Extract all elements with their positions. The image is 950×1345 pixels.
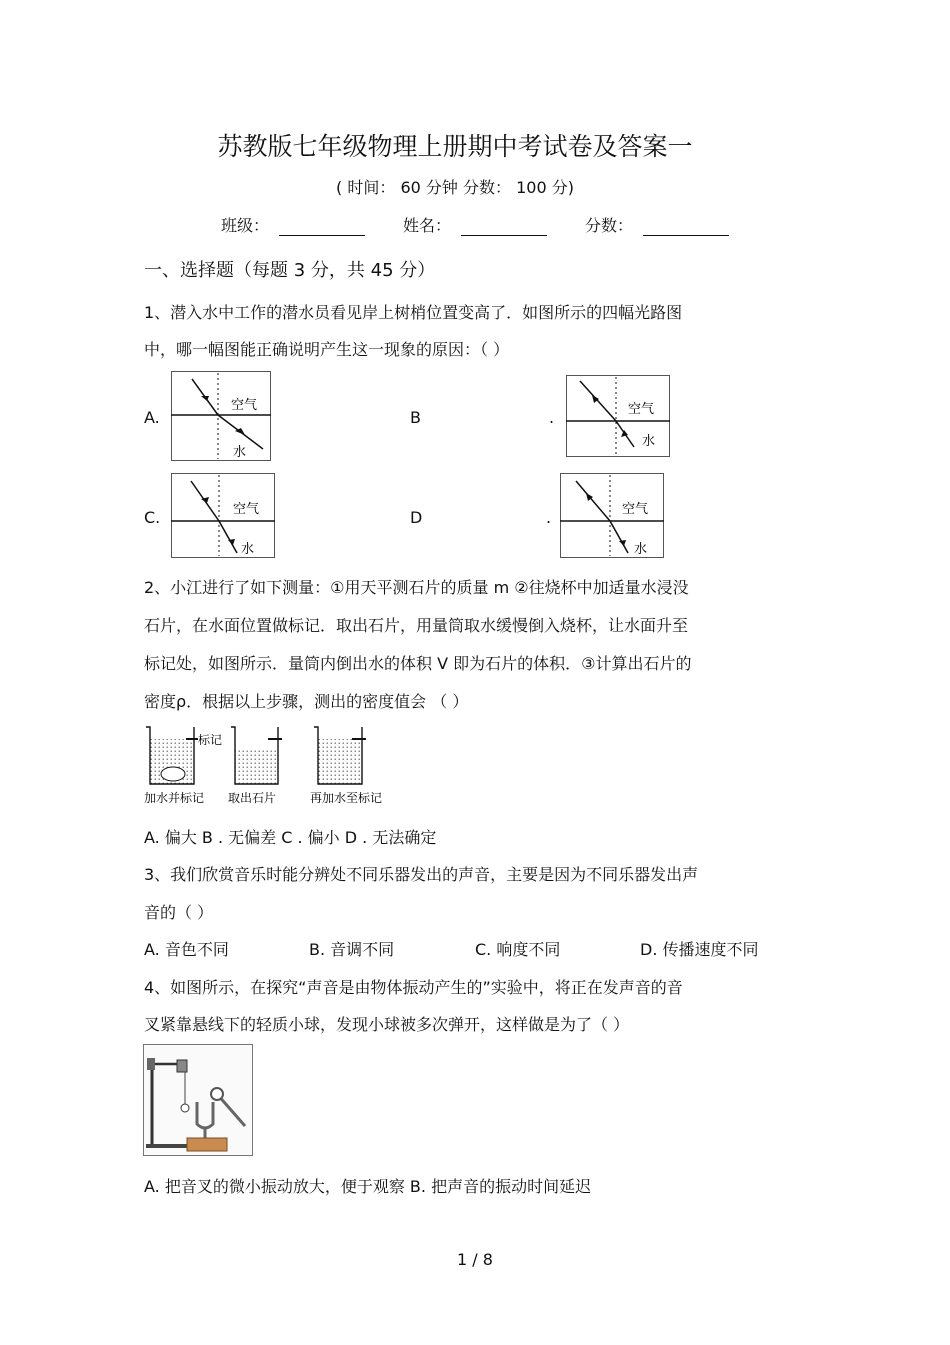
q2-line1: 2、小江进行了如下测量：①用天平测石片的质量 m ②往烧杯中加适量水浸没 [144, 578, 689, 597]
class-field [221, 213, 365, 236]
air-label-c: 空气 [233, 502, 260, 517]
page-number: 1 / 8 [457, 1250, 493, 1269]
q3-option-b: B. 音调不同 [309, 940, 395, 959]
q1-option-b-label: B [410, 408, 421, 427]
beaker-1-caption: 加水并标记 [144, 791, 205, 805]
ray-diagram-b [566, 375, 670, 457]
mark-label: 标记 [198, 733, 223, 747]
q1-option-a-label: A. [144, 408, 160, 427]
q3-line2: 音的（ ） [144, 903, 214, 922]
q3-option-a: A. 音色不同 [144, 940, 229, 959]
beaker-1 [144, 727, 222, 805]
q4-line1: 4、如图所示，在探究“声音是由物体振动产生的”实验中，将正在发声音的音 [144, 978, 683, 997]
score-blank [643, 217, 729, 236]
tuning-fork-figure [143, 1044, 253, 1156]
q1-option-d-label: D [410, 508, 423, 527]
class-label: 班级： [221, 216, 270, 235]
score-label: 分数： [585, 216, 634, 235]
beaker-figure [142, 722, 392, 806]
q4-line2: 叉紧靠悬线下的轻质小球，发现小球被多次弹开，这样做是为了（ ） [144, 1015, 630, 1034]
q1-line1: 1、潜入水中工作的潜水员看见岸上树梢位置变高了．如图所示的四幅光路图 [144, 303, 683, 322]
water-label-c: 水 [241, 542, 255, 557]
beaker-3 [310, 727, 382, 805]
name-field [403, 213, 547, 236]
q2-line3: 标记处，如图所示．量筒内倒出水的体积 V 即为石片的体积．③计算出石片的 [144, 654, 692, 673]
section-heading: 一、选择题（每题 3 分，共 45 分） [144, 260, 436, 281]
air-label-b: 空气 [628, 402, 655, 417]
q2-line4: 密度ρ．根据以上步骤，测出的密度值会 （ ） [144, 692, 469, 711]
score-field [585, 213, 729, 236]
name-label: 姓名： [403, 216, 452, 235]
air-label-a: 空气 [231, 398, 258, 413]
ray-diagram-c [171, 473, 275, 558]
q3-option-c: C. 响度不同 [475, 940, 561, 959]
q4-options: A. 把音叉的微小振动放大，便于观察 B. 把声音的振动时间延迟 [144, 1177, 592, 1196]
q1-option-d-dot: . [546, 508, 552, 527]
q2-options: A. 偏大 B . 无偏差 C . 偏小 D . 无法确定 [144, 828, 437, 847]
q1-option-b-dot: . [549, 408, 555, 427]
ray-diagram-a [171, 371, 271, 461]
exam-meta: ( 时间： 60 分钟 分数： 100 分) [336, 178, 574, 197]
q3-line1: 3、我们欣赏音乐时能分辨处不同乐器发出的声音，主要是因为不同乐器发出声 [144, 865, 699, 884]
beaker-2 [228, 727, 282, 805]
beaker-3-caption: 再加水至标记 [310, 791, 383, 805]
q1-line2: 中，哪一幅图能正确说明产生这一现象的原因：（ ） [144, 340, 510, 359]
ray-diagram-d [560, 473, 664, 558]
air-label-d: 空气 [622, 502, 649, 517]
water-label-b: 水 [642, 434, 656, 449]
water-label-d: 水 [634, 542, 648, 557]
beaker-2-caption: 取出石片 [228, 791, 277, 805]
q3-option-d: D. 传播速度不同 [640, 940, 759, 959]
page-title: 苏教版七年级物理上册期中考试卷及答案一 [217, 132, 693, 161]
class-blank [279, 217, 365, 236]
q2-line2: 石片，在水面位置做标记．取出石片，用量筒取水缓慢倒入烧杯，让水面升至 [144, 616, 689, 635]
water-label-a: 水 [233, 445, 247, 460]
name-blank [461, 217, 547, 236]
q1-option-c-label: C. [144, 508, 161, 527]
